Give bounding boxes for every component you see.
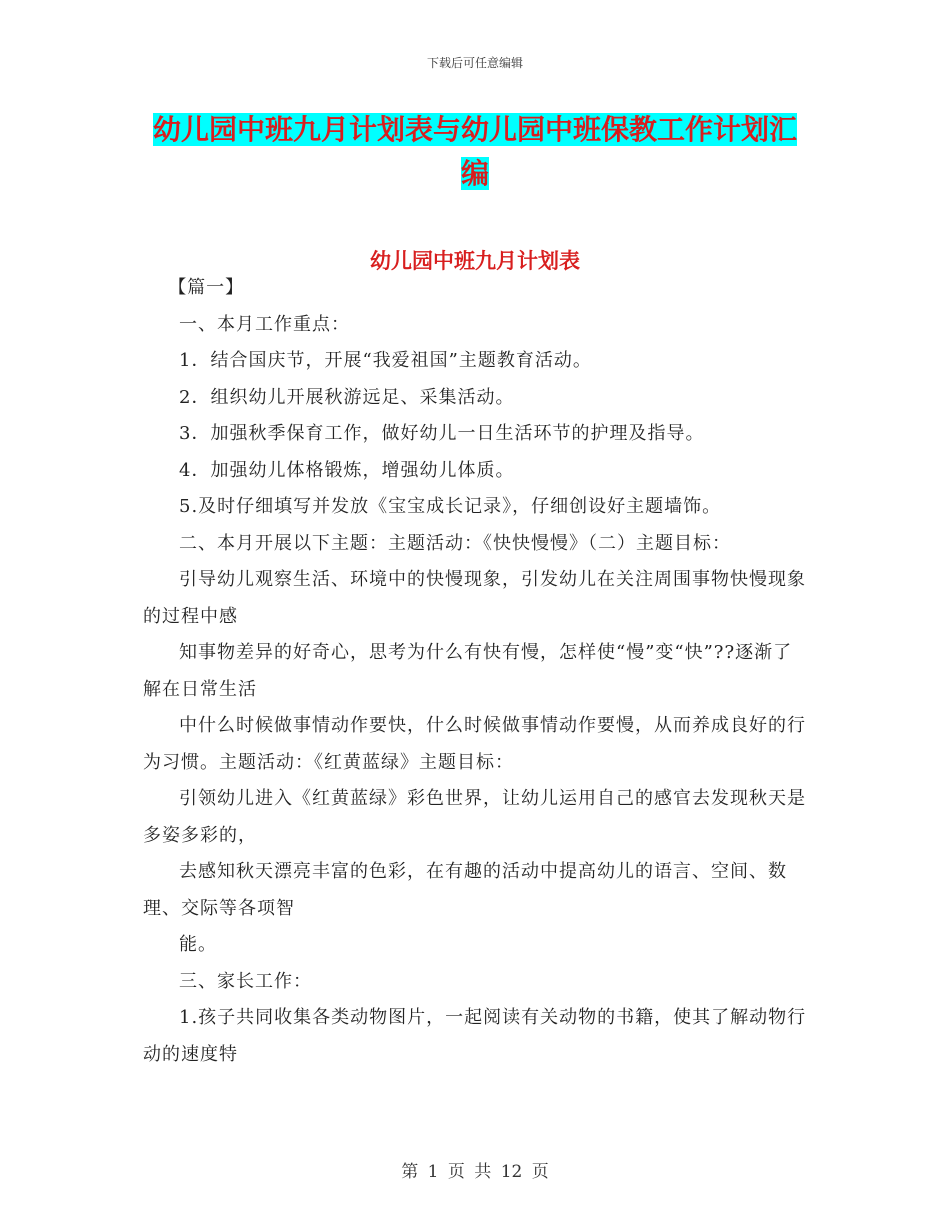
paragraph: 1.孩子共同收集各类动物图片，一起阅读有关动物的书籍，使其了解动物行动的速度特	[143, 1007, 807, 1065]
document-title	[140, 108, 810, 196]
section-title: 幼儿园中班九月计划表	[370, 249, 580, 273]
paragraph: 三、家长工作：	[179, 970, 312, 992]
paragraph: 一、本月工作重点：	[179, 313, 350, 335]
document-title-text: 幼儿园中班九月计划表与幼儿园中班保教工作计划汇编	[152, 113, 797, 190]
paragraph: 2．组织幼儿开展秋游远足、采集活动。	[179, 386, 515, 408]
paragraph: 中什么时候做事情动作要快，什么时候做事情动作要慢，从而养成良好的行为习惯。主题活动：《红黄蓝绿》主题目标：	[143, 715, 806, 773]
page-footer: 第 1 页 共 12 页	[401, 1162, 549, 1182]
paragraph: 能。	[179, 934, 217, 955]
document-body	[143, 270, 808, 1073]
paragraph: 4．加强幼儿体格锻炼，增强幼儿体质。	[179, 459, 515, 481]
paragraph: 引领幼儿进入《红黄蓝绿》彩色世界，让幼儿运用自己的感官去发现秋天是多姿多彩的，	[143, 788, 806, 846]
paragraph: 引导幼儿观察生活、环境中的快慢现象，引发幼儿在关注周围事物快慢现象的过程中感	[143, 569, 806, 627]
paragraph: 5.及时仔细填写并发放《宝宝成长记录》，仔细创设好主题墙饰。	[179, 496, 722, 517]
header-note: 下载后可任意编辑	[426, 56, 523, 70]
paragraph: 二、本月开展以下主题：主题活动：《快快慢慢》（二）主题目标：	[179, 532, 731, 554]
paragraph: 1．结合国庆节，开展“我爱祖国”主题教育活动。	[179, 350, 592, 371]
paragraph: 去感知秋天漂亮丰富的色彩，在有趣的活动中提高幼儿的语言、空间、数理、交际等各项智	[143, 861, 787, 919]
part-label: 【篇一】	[168, 277, 245, 298]
paragraph: 3．加强秋季保育工作，做好幼儿一日生活环节的护理及指导。	[179, 423, 705, 444]
paragraph: 知事物差异的好奇心，思考为什么有快有慢，怎样使“慢”变“快”??逐渐了解在日常生活	[143, 642, 793, 700]
